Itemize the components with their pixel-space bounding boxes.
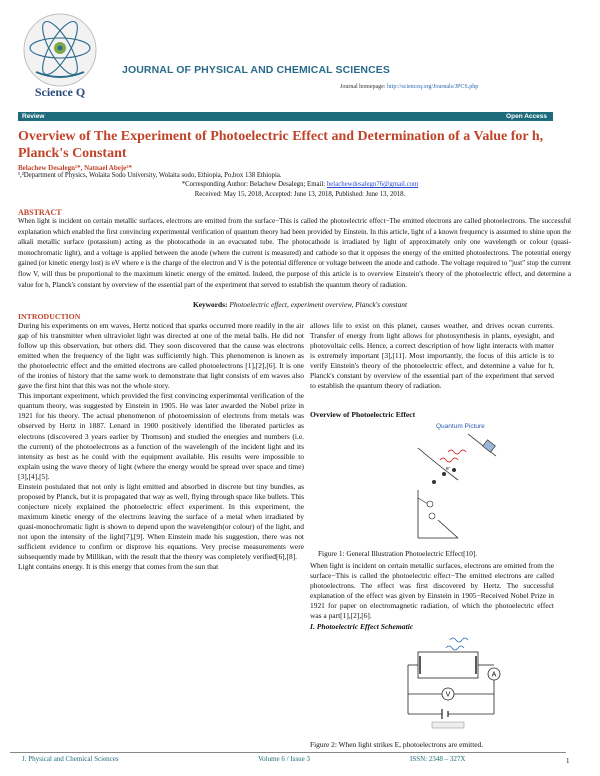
logo-text: Science Q (34, 85, 86, 99)
paper-title: Overview of The Experiment of Photoelectric Effect and Determination of a Value for h, Planck's Constant (18, 129, 544, 161)
logo-graphic (10, 8, 110, 100)
footer-volume: Volume 6 / Issue 3 (258, 755, 310, 763)
homepage-label: Journal homepage: (340, 84, 387, 90)
figure-1-illustration (398, 420, 513, 545)
voltmeter-label: V (445, 691, 451, 699)
figure-1-caption: Figure 1: General Illustration Photoelectric Effect[10]. (318, 549, 478, 558)
footer-divider (10, 752, 566, 753)
journal-title: JOURNAL OF PHYSICAL AND CHEMICAL SCIENCES (122, 64, 390, 76)
intro-paragraph-4: Light contains energy. It is this energy that comes from the sun that (18, 562, 219, 572)
photoelectric-illustration (398, 420, 513, 545)
left-column (18, 321, 304, 572)
page-number: 1 (566, 757, 570, 765)
right-column-paragraph-1: allows life to exist on this planet, causes weather, and drives ocean currents. Transfer of energy from light allows for photosynthesis in plants, eyesight, and photovoltaic cells. Hence, a correct description of how light interacts with matter is extremely important [3],[11]. Most importantly, the focus of this article is to verify Einstein's theory of the photoelectric effect, and determine a value for h, Planck's constant by overview of the essential part of the experiment that served to establish the quantum theory of radiation. (310, 321, 554, 391)
schematic-heading: I. Photoelectric Effect Schematic (310, 622, 414, 631)
figure-2-schematic (402, 634, 512, 732)
article-type-bar (18, 112, 553, 121)
keywords-label: Keywords: (192, 300, 228, 309)
figure-2-caption: Figure 2: When light strikes E, photoelectrons are emitted. (310, 740, 484, 749)
author-email-link[interactable]: belachewdesalegn76@gmail.com (326, 181, 419, 188)
abstract-text: When light is incident on certain metallic surfaces, electrons are emitted from the surface−This is called the photoelectric effect−The emitted electrons are called photoelectrons. The successful explanation which enabled the first convincing experimental verification of quantum theory had been provided by Einstein. In this article, light of a known frequency is assumed to shine upon the alkali metallic surface (potassium) acting as the photocathode in an evacuated tube. The photocathode is irradiated by light of approximately only one wavelength or colour (quasi-monochromatic light), and a voltage is applied between the anode (where the current is measured) and cathode so that it opposes the energy of the emitted photoelectrons. The potential energy gained (or kinetic energy lost) is eV where e is the charge of the electron and V is the potential difference or voltage between the anode and cathode. The voltage required to "just" stop the current flow V, will thus be proportional to the maximum kinetic energy of the emitted. Indeed, the purpose of this article is to overview Einstein's theory of the photoelectric effect, and determine a value for h, Planck's constant by overview of the essential part of the experiment that served to establish the quantum theory of radiation. (18, 217, 571, 289)
received-dates: Received: May 15, 2018, Accepted: June 13, 2018, Published: June 13, 2018. (194, 191, 406, 198)
open-access-label: Open Access (506, 113, 547, 120)
journal-logo (10, 8, 110, 100)
keywords-list: Photoelectric effect, experiment overview, Planck's constant (229, 300, 408, 309)
circuit-schematic (402, 634, 512, 732)
affiliation: ¹,²Department of Physics, Wolaita Sodo University, Wolaita sodo, Ethiopia, Po,box 138 Ethiopia. (18, 172, 282, 179)
intro-paragraph-3: Einstein postulated that not only is light emitted and absorbed in discrete but tiny bundles, as proposed by Planck, but it is propagated that way as well, flying through space like bullets. This conjecture nicely explained the photoelectric effect experiment. In this experiment, the maximum kinetic energy of the electrons leaving the surface of a metal when irradiated by quasi-monochromatic light is shown to depend upon the wavelength(or colour) of the light, and not upon the intensity of the light[7],[9]. When Einstein made his suggestion, there was not sufficient evidence to confirm or disprove his equations. Very precise measurements were subsequently made by Millikan, with the result that the theory was completely verified[6],[8]. (18, 481, 304, 562)
journal-homepage (340, 84, 478, 90)
footer-issn: ISSN: 2348 – 327X (410, 755, 466, 763)
figure-1-label: Quantum Picture (436, 423, 485, 430)
right-column-paragraph-2: When light is incident on certain metallic surfaces, electrons are emitted from the surface−This is called the photoelectric effect−The emitted electrons are called photoelectrons. The effect was first discovered by Hertz. The successful explanation of the effect was given by Einstein in 1905−Received Nobel Prize in 1921 for paper on electromagnetic radiation, of which the photoelectric effect was a part[1],[2],[6]. (310, 561, 554, 621)
homepage-link[interactable]: http://scienceq.org/Journals/JPCS.php (387, 84, 479, 90)
corresponding-author (0, 181, 600, 188)
article-type-label: Review (22, 113, 45, 120)
footer-journal: J. Physical and Chemical Sciences (22, 755, 119, 763)
intro-paragraph-2: This important experiment, which provided the first convincing experimental verification of the quantum theory, was suggested by Einstein in 1905. He was later awarded the Nobel prize in 1921 for his theory. The actual phenomenon of photoemission of electrons from metals was observed by Hertz in 1887. Lenard in 1900 positively identified the liberated particles as electrons (discovered 3 years earlier by Thomson) and studied the energies and numbers (i.e. the current) of the photoelectrons as a function of the wavelength of the incident light and its intensity as best as he could with the equipment available. His results were impossible to explain using the wave theory of light (where the energy would be spread over space and time)[3],[4],[5]. (18, 391, 304, 481)
authors: Belachew Desalegn¹*, Natnael Abeje²* (18, 164, 132, 172)
intro-paragraph-1: During his experiments on em waves, Hertz noticed that sparks occurred more readily in the air gap of his transmitter when ultraviolet light was directed at one of the metal balls. He did not follow up this observation, but others did. They soon discovered that the cause was electrons emitted when the frequency of the light was sufficiently high. This phenomenon is known as the photoelectric effect and the emitted electrons are called photoelectrons [1],[2],[6]. It is one of the ironies of history that the same work to demonstrate that light consists of em waves also gave the first hint that this was not the whole story. (18, 321, 304, 391)
introduction-heading: INTRODUCTION (18, 312, 81, 321)
abstract-heading: ABSTRACT (18, 208, 62, 217)
svg-text:e⁻: e⁻ (446, 466, 452, 472)
overview-heading: Overview of Photoelectric Effect (310, 410, 416, 419)
corresponding-label: *Corresponding Author: Belachew Desalegn; Email: (181, 181, 327, 188)
ammeter-label: A (491, 671, 497, 679)
keywords (0, 300, 600, 309)
